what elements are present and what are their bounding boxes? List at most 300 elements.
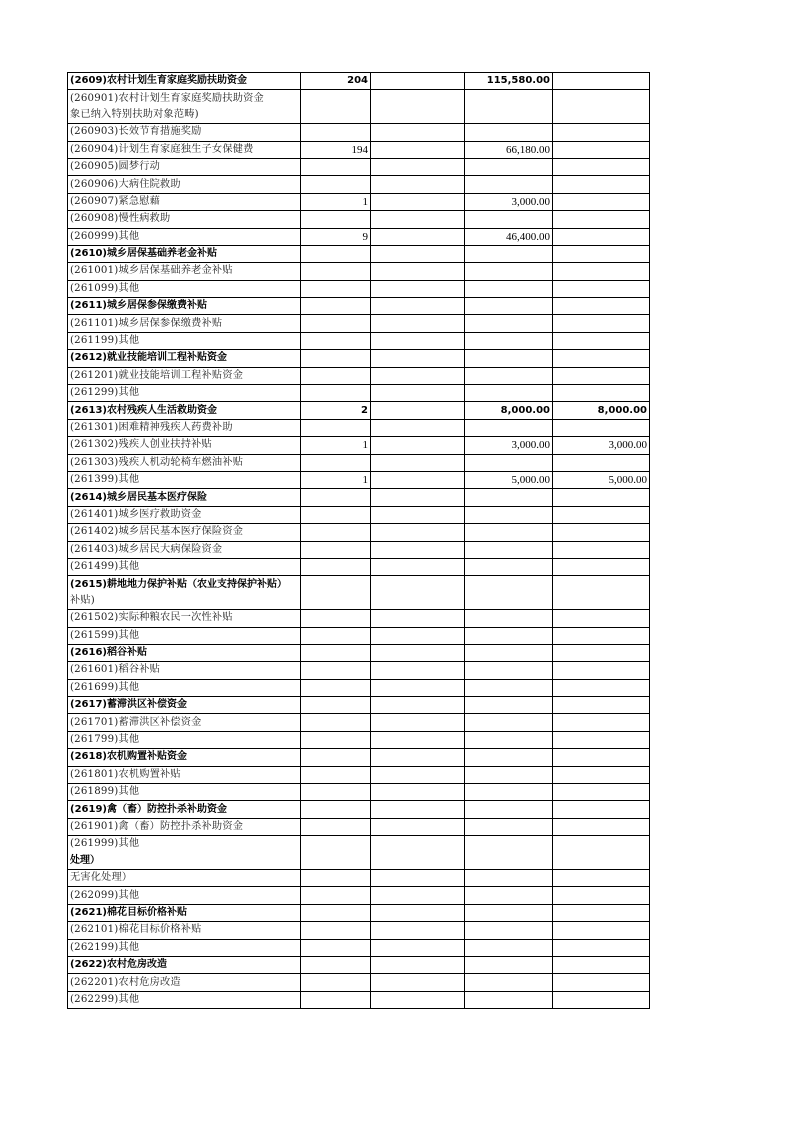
- amount-cell: 5,000.00: [465, 471, 553, 488]
- label-cell: (262299)其他: [68, 991, 301, 1008]
- label-cell: (2621)棉花目标价格补贴: [68, 904, 301, 921]
- blank-cell: [371, 541, 465, 558]
- label-cell: (2612)就业技能培训工程补贴资金: [68, 350, 301, 367]
- count-cell: [301, 558, 371, 575]
- label-cell: (261402)城乡居民基本医疗保险资金: [68, 524, 301, 541]
- amount2-cell: [553, 627, 650, 644]
- count-cell: 9: [301, 228, 371, 245]
- item-row: [68, 714, 650, 731]
- amount-cell: [465, 627, 553, 644]
- blank-cell: [371, 644, 465, 661]
- label-cell: (261502)实际种粮农民一次性补贴: [68, 610, 301, 627]
- amount2-cell: [553, 367, 650, 384]
- label-cell: (2618)农机购置补贴资金: [68, 749, 301, 766]
- subsidy-table: [67, 72, 650, 1009]
- amount-cell: [465, 644, 553, 661]
- item-row: [68, 991, 650, 1008]
- amount2-cell: [553, 818, 650, 835]
- amount-cell: [465, 922, 553, 939]
- blank-cell: [371, 245, 465, 262]
- blank-cell: [371, 836, 465, 853]
- amount2-cell: [553, 593, 650, 610]
- count-cell: [301, 731, 371, 748]
- label-cell: (261699)其他: [68, 679, 301, 696]
- blank-cell: [371, 506, 465, 523]
- amount2-cell: [553, 766, 650, 783]
- amount-cell: [465, 524, 553, 541]
- blank-cell: [371, 887, 465, 904]
- category-row: [68, 853, 650, 870]
- item-row: [68, 784, 650, 801]
- label-cell: (261401)城乡医疗救助资金: [68, 506, 301, 523]
- amount-cell: [465, 367, 553, 384]
- amount2-cell: [553, 489, 650, 506]
- count-cell: [301, 489, 371, 506]
- count-cell: [301, 766, 371, 783]
- amount-cell: [465, 558, 553, 575]
- label-cell: (260999)其他: [68, 228, 301, 245]
- item-row: [68, 332, 650, 349]
- amount2-cell: [553, 107, 650, 124]
- count-cell: [301, 332, 371, 349]
- amount-cell: [465, 454, 553, 471]
- label-cell: (261199)其他: [68, 332, 301, 349]
- count-cell: [301, 367, 371, 384]
- label-cell: (261302)残疾人创业扶持补贴: [68, 437, 301, 454]
- amount-cell: [465, 211, 553, 228]
- amount2-cell: [553, 158, 650, 175]
- item-row: [68, 922, 650, 939]
- item-row: [68, 627, 650, 644]
- count-cell: [301, 506, 371, 523]
- count-cell: [301, 627, 371, 644]
- amount2-cell: [553, 385, 650, 402]
- label-cell: (262199)其他: [68, 939, 301, 956]
- count-cell: 1: [301, 437, 371, 454]
- amount-cell: [465, 298, 553, 315]
- blank-cell: [371, 593, 465, 610]
- item-row: [68, 662, 650, 679]
- blank-cell: [371, 263, 465, 280]
- count-cell: [301, 939, 371, 956]
- amount2-cell: [553, 211, 650, 228]
- amount2-cell: [553, 956, 650, 973]
- count-cell: 194: [301, 141, 371, 158]
- item-row: [68, 558, 650, 575]
- amount-cell: [465, 158, 553, 175]
- label-cell: (2617)蓄滞洪区补偿资金: [68, 697, 301, 714]
- item-row: [68, 315, 650, 332]
- blank-cell: [371, 385, 465, 402]
- label-cell: (261999)其他: [68, 836, 301, 853]
- amount-cell: [465, 489, 553, 506]
- amount2-cell: [553, 245, 650, 262]
- item-row: [68, 836, 650, 853]
- count-cell: [301, 593, 371, 610]
- blank-cell: [371, 524, 465, 541]
- amount2-cell: [553, 228, 650, 245]
- label-cell: 补贴): [68, 593, 301, 610]
- amount-cell: 66,180.00: [465, 141, 553, 158]
- blank-cell: [371, 124, 465, 141]
- amount-cell: 8,000.00: [465, 402, 553, 419]
- label-cell: 象已纳入特别扶助对象范畴): [68, 107, 301, 124]
- amount2-cell: [553, 853, 650, 870]
- label-cell: (2614)城乡居民基本医疗保险: [68, 489, 301, 506]
- item-row: [68, 193, 650, 210]
- blank-cell: [371, 714, 465, 731]
- item-row: [68, 367, 650, 384]
- blank-cell: [371, 471, 465, 488]
- blank-cell: [371, 766, 465, 783]
- amount-cell: [465, 124, 553, 141]
- count-cell: 1: [301, 471, 371, 488]
- amount2-cell: [553, 644, 650, 661]
- count-cell: [301, 904, 371, 921]
- blank-cell: [371, 818, 465, 835]
- amount2-cell: [553, 869, 650, 886]
- item-row: [68, 437, 650, 454]
- label-cell: (2611)城乡居保参保缴费补贴: [68, 298, 301, 315]
- count-cell: 1: [301, 193, 371, 210]
- amount2-cell: [553, 73, 650, 90]
- label-cell: (261901)禽（畜）防控扑杀补助资金: [68, 818, 301, 835]
- amount-cell: [465, 784, 553, 801]
- amount-cell: [465, 991, 553, 1008]
- amount-cell: 3,000.00: [465, 437, 553, 454]
- category-row: [68, 402, 650, 419]
- label-cell: (262101)棉花目标价格补贴: [68, 922, 301, 939]
- category-row: [68, 904, 650, 921]
- label-cell: (2615)耕地地力保护补贴（农业支持保护补贴）: [68, 576, 301, 593]
- count-cell: [301, 991, 371, 1008]
- amount-cell: [465, 350, 553, 367]
- count-cell: [301, 887, 371, 904]
- blank-cell: [371, 332, 465, 349]
- amount2-cell: [553, 576, 650, 593]
- amount-cell: [465, 506, 553, 523]
- amount2-cell: [553, 541, 650, 558]
- category-row: [68, 576, 650, 593]
- amount-cell: [465, 315, 553, 332]
- item-row: [68, 593, 650, 610]
- count-cell: [301, 749, 371, 766]
- item-row: [68, 263, 650, 280]
- blank-cell: [371, 558, 465, 575]
- amount2-cell: [553, 610, 650, 627]
- label-cell: (261499)其他: [68, 558, 301, 575]
- amount-cell: [465, 107, 553, 124]
- blank-cell: [371, 298, 465, 315]
- item-row: [68, 541, 650, 558]
- blank-cell: [371, 437, 465, 454]
- amount-cell: [465, 974, 553, 991]
- count-cell: [301, 454, 371, 471]
- label-cell: (260904)计划生育家庭独生子女保健费: [68, 141, 301, 158]
- item-row: [68, 211, 650, 228]
- item-row: [68, 176, 650, 193]
- label-cell: (260906)大病住院救助: [68, 176, 301, 193]
- amount-cell: 115,580.00: [465, 73, 553, 90]
- count-cell: [301, 280, 371, 297]
- amount-cell: [465, 576, 553, 593]
- label-cell: 处理）: [68, 853, 301, 870]
- blank-cell: [371, 904, 465, 921]
- amount2-cell: 3,000.00: [553, 437, 650, 454]
- category-row: [68, 73, 650, 90]
- blank-cell: [371, 922, 465, 939]
- amount2-cell: [553, 298, 650, 315]
- category-row: [68, 298, 650, 315]
- blank-cell: [371, 697, 465, 714]
- blank-cell: [371, 627, 465, 644]
- count-cell: [301, 576, 371, 593]
- amount-cell: [465, 593, 553, 610]
- category-row: [68, 245, 650, 262]
- label-cell: (261303)残疾人机动轮椅车燃油补贴: [68, 454, 301, 471]
- amount2-cell: [553, 176, 650, 193]
- category-row: [68, 801, 650, 818]
- blank-cell: [371, 679, 465, 696]
- amount2-cell: [553, 454, 650, 471]
- count-cell: 204: [301, 73, 371, 90]
- amount2-cell: [553, 90, 650, 107]
- blank-cell: [371, 350, 465, 367]
- label-cell: (261201)就业技能培训工程补贴资金: [68, 367, 301, 384]
- count-cell: [301, 211, 371, 228]
- blank-cell: [371, 315, 465, 332]
- amount2-cell: [553, 263, 650, 280]
- blank-cell: [371, 228, 465, 245]
- item-row: [68, 158, 650, 175]
- label-cell: (2613)农村残疾人生活救助资金: [68, 402, 301, 419]
- count-cell: [301, 385, 371, 402]
- amount-cell: [465, 541, 553, 558]
- label-cell: 无害化处理）: [68, 869, 301, 886]
- amount2-cell: [553, 280, 650, 297]
- blank-cell: [371, 853, 465, 870]
- label-cell: (2616)稻谷补贴: [68, 644, 301, 661]
- count-cell: [301, 644, 371, 661]
- label-cell: (260908)慢性病救助: [68, 211, 301, 228]
- count-cell: [301, 298, 371, 315]
- item-row: [68, 124, 650, 141]
- label-cell: (261001)城乡居保基础养老金补贴: [68, 263, 301, 280]
- blank-cell: [371, 211, 465, 228]
- item-row: [68, 141, 650, 158]
- item-row: [68, 90, 650, 107]
- amount2-cell: [553, 991, 650, 1008]
- category-row: [68, 749, 650, 766]
- count-cell: [301, 697, 371, 714]
- amount2-cell: [553, 714, 650, 731]
- count-cell: [301, 836, 371, 853]
- blank-cell: [371, 801, 465, 818]
- label-cell: (261701)蓄滞洪区补偿资金: [68, 714, 301, 731]
- label-cell: (2610)城乡居保基础养老金补贴: [68, 245, 301, 262]
- count-cell: [301, 610, 371, 627]
- amount2-cell: [553, 836, 650, 853]
- amount-cell: [465, 385, 553, 402]
- label-cell: (2609)农村计划生育家庭奖励扶助资金: [68, 73, 301, 90]
- label-cell: (261099)其他: [68, 280, 301, 297]
- blank-cell: [371, 784, 465, 801]
- amount-cell: 46,400.00: [465, 228, 553, 245]
- amount-cell: 3,000.00: [465, 193, 553, 210]
- label-cell: (2622)农村危房改造: [68, 956, 301, 973]
- item-row: [68, 610, 650, 627]
- label-cell: (262201)农村危房改造: [68, 974, 301, 991]
- category-row: [68, 350, 650, 367]
- count-cell: [301, 419, 371, 436]
- blank-cell: [371, 367, 465, 384]
- amount-cell: [465, 887, 553, 904]
- amount-cell: [465, 679, 553, 696]
- count-cell: [301, 662, 371, 679]
- amount2-cell: [553, 801, 650, 818]
- blank-cell: [371, 402, 465, 419]
- amount2-cell: 8,000.00: [553, 402, 650, 419]
- count-cell: [301, 679, 371, 696]
- category-row: [68, 956, 650, 973]
- blank-cell: [371, 956, 465, 973]
- label-cell: (261101)城乡居保参保缴费补贴: [68, 315, 301, 332]
- count-cell: [301, 714, 371, 731]
- count-cell: [301, 869, 371, 886]
- blank-cell: [371, 90, 465, 107]
- count-cell: [301, 176, 371, 193]
- count-cell: [301, 853, 371, 870]
- label-cell: (261799)其他: [68, 731, 301, 748]
- blank-cell: [371, 73, 465, 90]
- blank-cell: [371, 731, 465, 748]
- blank-cell: [371, 280, 465, 297]
- amount2-cell: [553, 506, 650, 523]
- amount2-cell: [553, 558, 650, 575]
- amount-cell: [465, 280, 553, 297]
- count-cell: [301, 974, 371, 991]
- blank-cell: [371, 991, 465, 1008]
- amount-cell: [465, 176, 553, 193]
- label-cell: (261801)农机购置补贴: [68, 766, 301, 783]
- count-cell: [301, 922, 371, 939]
- count-cell: [301, 784, 371, 801]
- label-cell: (261599)其他: [68, 627, 301, 644]
- amount-cell: [465, 869, 553, 886]
- count-cell: [301, 818, 371, 835]
- amount-cell: [465, 749, 553, 766]
- amount-cell: [465, 610, 553, 627]
- amount2-cell: [553, 784, 650, 801]
- amount2-cell: [553, 939, 650, 956]
- category-row: [68, 644, 650, 661]
- blank-cell: [371, 141, 465, 158]
- item-row: [68, 939, 650, 956]
- amount2-cell: [553, 315, 650, 332]
- blank-cell: [371, 974, 465, 991]
- item-row: [68, 107, 650, 124]
- item-row: [68, 385, 650, 402]
- amount-cell: [465, 836, 553, 853]
- item-row: [68, 869, 650, 886]
- blank-cell: [371, 869, 465, 886]
- amount2-cell: [553, 419, 650, 436]
- count-cell: [301, 263, 371, 280]
- amount-cell: [465, 697, 553, 714]
- label-cell: (261601)稻谷补贴: [68, 662, 301, 679]
- item-row: [68, 731, 650, 748]
- amount2-cell: [553, 124, 650, 141]
- label-cell: (261299)其他: [68, 385, 301, 402]
- item-row: [68, 454, 650, 471]
- count-cell: [301, 124, 371, 141]
- item-row: [68, 228, 650, 245]
- amount2-cell: [553, 524, 650, 541]
- amount2-cell: [553, 887, 650, 904]
- item-row: [68, 887, 650, 904]
- item-row: [68, 974, 650, 991]
- count-cell: [301, 245, 371, 262]
- count-cell: [301, 350, 371, 367]
- amount-cell: [465, 939, 553, 956]
- label-cell: (261399)其他: [68, 471, 301, 488]
- label-cell: (261301)困难精神残疾人药费补助: [68, 419, 301, 436]
- blank-cell: [371, 610, 465, 627]
- count-cell: 2: [301, 402, 371, 419]
- count-cell: [301, 541, 371, 558]
- blank-cell: [371, 939, 465, 956]
- item-row: [68, 419, 650, 436]
- amount-cell: [465, 904, 553, 921]
- amount2-cell: [553, 974, 650, 991]
- blank-cell: [371, 176, 465, 193]
- amount-cell: [465, 662, 553, 679]
- amount-cell: [465, 245, 553, 262]
- amount2-cell: [553, 697, 650, 714]
- amount2-cell: [553, 662, 650, 679]
- amount2-cell: [553, 749, 650, 766]
- blank-cell: [371, 454, 465, 471]
- blank-cell: [371, 107, 465, 124]
- label-cell: (260907)紧急慰藉: [68, 193, 301, 210]
- amount-cell: [465, 818, 553, 835]
- subsidy-table-body: [68, 73, 650, 1009]
- amount2-cell: [553, 679, 650, 696]
- amount2-cell: [553, 141, 650, 158]
- count-cell: [301, 107, 371, 124]
- amount2-cell: 5,000.00: [553, 471, 650, 488]
- item-row: [68, 679, 650, 696]
- item-row: [68, 766, 650, 783]
- count-cell: [301, 90, 371, 107]
- amount-cell: [465, 714, 553, 731]
- category-row: [68, 489, 650, 506]
- amount-cell: [465, 956, 553, 973]
- count-cell: [301, 315, 371, 332]
- label-cell: (262099)其他: [68, 887, 301, 904]
- blank-cell: [371, 489, 465, 506]
- label-cell: (2619)禽（畜）防控扑杀补助资金: [68, 801, 301, 818]
- label-cell: (261403)城乡居民大病保险资金: [68, 541, 301, 558]
- blank-cell: [371, 193, 465, 210]
- amount2-cell: [553, 193, 650, 210]
- blank-cell: [371, 419, 465, 436]
- label-cell: (261899)其他: [68, 784, 301, 801]
- item-row: [68, 471, 650, 488]
- count-cell: [301, 524, 371, 541]
- item-row: [68, 506, 650, 523]
- category-row: [68, 697, 650, 714]
